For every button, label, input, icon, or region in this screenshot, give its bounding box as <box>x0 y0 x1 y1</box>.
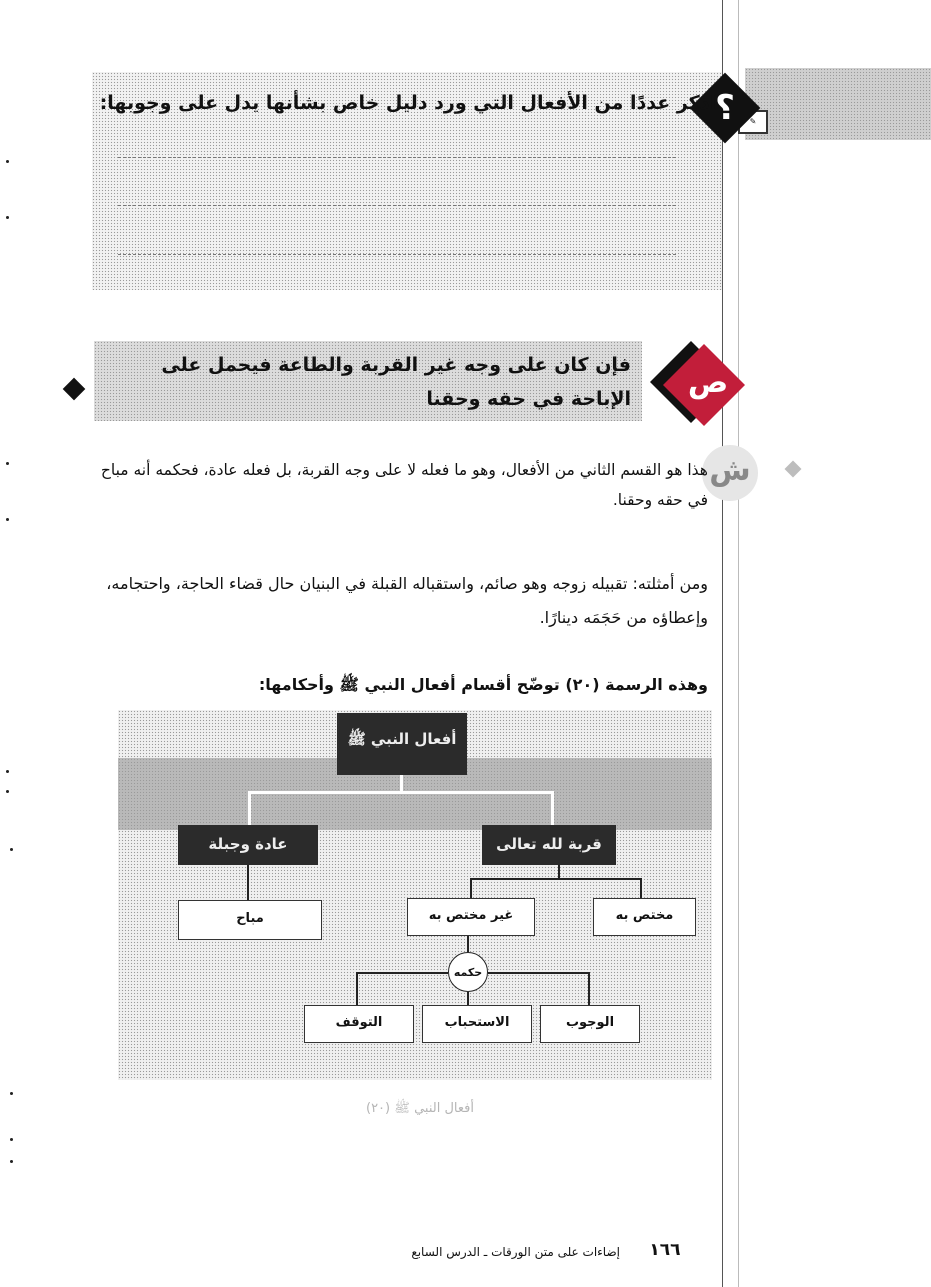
sharh-paragraph-2: ومن أمثلته: تقبيله زوجه وهو صائم، واستقباله القبلة في البنيان حال قضاء الحاجة، واحتجامه، وإعطاؤه من حَجَمَه دينارًا. <box>106 574 708 627</box>
qurba-box: قربة لله تعالى <box>482 825 616 865</box>
connector <box>247 865 249 901</box>
margin-rule <box>722 0 723 1287</box>
exercise-side-tab <box>745 68 931 140</box>
tawaqquf-box: التوقف <box>304 1005 414 1043</box>
scan-speck <box>10 1138 13 1141</box>
scan-speck <box>10 848 13 851</box>
bullet-diamond-icon <box>63 378 86 401</box>
answer-line-1[interactable] <box>118 157 676 158</box>
answer-line-3[interactable] <box>118 254 676 255</box>
matn-text: فإن كان على وجه غير القربة والطاعة فيحمل على الإباحة في حقه وحقنا <box>161 354 631 410</box>
diagram-root-box: أفعال النبي ﷺ <box>337 713 467 775</box>
diagram-caption: أفعال النبي ﷺ (٢٠) <box>366 1101 474 1116</box>
mubah-box: مباح <box>178 900 322 940</box>
connector <box>356 972 358 1006</box>
connector <box>488 972 590 974</box>
exercise-book-icon: ✎ <box>738 110 768 134</box>
sharh-diamond-icon <box>785 461 802 478</box>
hukmuh-circle: حكمه <box>448 952 488 992</box>
connector <box>248 791 553 794</box>
page-number: ١٦٦ <box>649 1240 681 1260</box>
istihbab-box: الاستحباب <box>422 1005 532 1043</box>
scan-speck <box>6 790 9 793</box>
wujub-box: الوجوب <box>540 1005 640 1043</box>
connector <box>640 878 642 898</box>
connector <box>467 936 469 952</box>
question-mark-icon: ؟ <box>715 88 735 128</box>
connector <box>248 791 251 825</box>
margin-rule-outer <box>738 0 739 1287</box>
mukhtass-box: مختص به <box>593 898 696 936</box>
connector <box>551 791 554 825</box>
connector <box>470 878 642 880</box>
footer-text: إضاءات على متن الورقات ـ الدرس السابع <box>411 1245 620 1259</box>
connector <box>467 992 469 1006</box>
scan-speck <box>10 1160 13 1163</box>
connector <box>588 972 590 1006</box>
sharh-paragraph-1: هذا هو القسم الثاني من الأفعال، وهو ما فعله لا على وجه القربة، بل فعله عادة، فحكمه أنه مباح في حقه وحقنا. <box>100 461 708 509</box>
matn-marker: ص <box>687 365 729 400</box>
connector <box>470 878 472 898</box>
sharh-marker: ش <box>702 445 758 501</box>
exercise-title: اذكر عددًا من الأفعال التي ورد دليل خاص بشأنها يدل على وجوبها: <box>99 92 716 114</box>
sharh-paragraph-3: وهذه الرسمة (٢٠) توضّح أقسام أفعال النبي ﷺ وأحكامها: <box>258 675 708 694</box>
connector <box>558 865 560 879</box>
answer-line-2[interactable] <box>118 205 676 206</box>
scan-speck <box>10 1092 13 1095</box>
scan-speck <box>6 160 9 163</box>
connector <box>356 972 448 974</box>
scan-speck <box>6 518 9 521</box>
scan-speck <box>6 216 9 219</box>
scan-speck <box>6 770 9 773</box>
ghayr-mukhtass-box: غير مختص به <box>407 898 535 936</box>
ada-box: عادة وجبلة <box>178 825 318 865</box>
scan-speck <box>6 462 9 465</box>
